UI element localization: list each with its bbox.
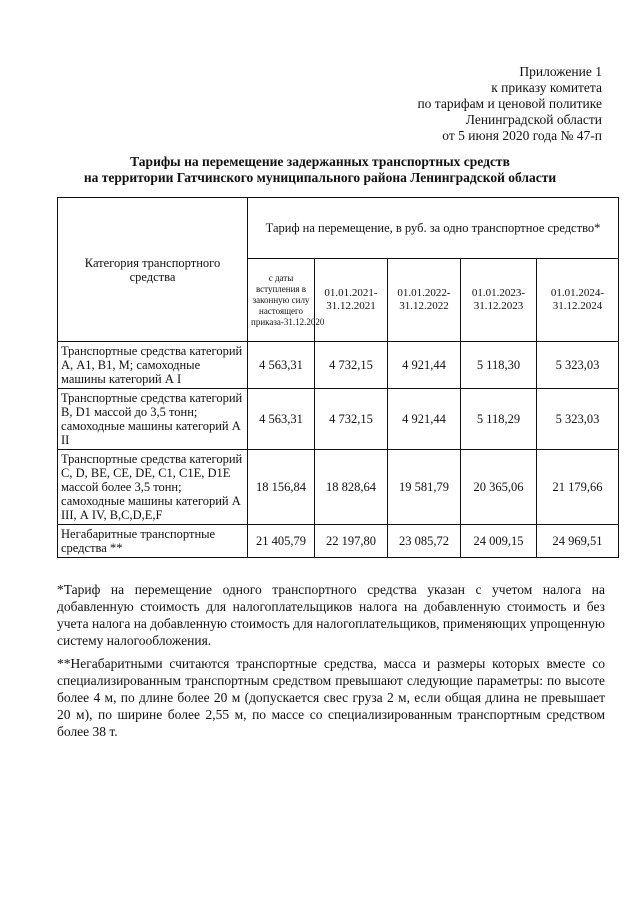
tariff-value: 18 156,84 (248, 450, 315, 525)
category-cell: Негабаритные транспортные средства ** (58, 525, 248, 558)
order-ref-line: к приказу комитета (491, 80, 602, 95)
region-line: Ленинградской области (465, 112, 602, 127)
period-header: 01.01.2022-31.12.2022 (388, 259, 461, 342)
category-column-header: Категория транспортного средства (58, 198, 248, 342)
period-header: 01.01.2024-31.12.2024 (537, 259, 619, 342)
tariff-value: 4 921,44 (388, 342, 461, 389)
tariff-value: 23 085,72 (388, 525, 461, 558)
document-title (40, 154, 600, 186)
tariff-value: 21 405,79 (248, 525, 315, 558)
tariff-value: 4 732,15 (315, 342, 388, 389)
tariff-value: 4 563,31 (248, 389, 315, 450)
period-header: 01.01.2023-31.12.2023 (461, 259, 537, 342)
tariff-value: 19 581,79 (388, 450, 461, 525)
appendix-line: Приложение 1 (519, 64, 602, 79)
committee-line: по тарифам и ценовой политике (417, 96, 602, 111)
title-line-2: на территории Гатчинского муниципального района Ленинградской области (83, 170, 557, 185)
tariff-value: 5 323,03 (537, 342, 619, 389)
table-row (58, 342, 619, 389)
tariff-value: 24 969,51 (537, 525, 619, 558)
tariff-column-header: Тариф на перемещение, в руб. за одно транспортное средство* (248, 198, 619, 259)
table-row (58, 525, 619, 558)
tariff-value: 5 118,29 (461, 389, 537, 450)
category-cell: Транспортные средства категорий В, D1 массой до 3,5 тонн; самоходные машины категорий А II (58, 389, 248, 450)
tariff-value: 5 323,03 (537, 389, 619, 450)
category-cell: Транспортные средства категорий С, D, ВЕ, СЕ, DE, С1, С1Е, D1E массой более 3,5 тонн; самоходные машины категорий А III, А IV, В,С,D,E,F (58, 450, 248, 525)
period-header: с даты вступления в законную силу настоящего приказа-31.12.2020 (248, 259, 315, 342)
appendix-header (342, 64, 602, 144)
table-row (58, 389, 619, 450)
vat-footnote: *Тариф на перемещение одного транспортного средства указан с учетом налога на добавленную стоимость для налогоплательщиков налога на добавленную стоимость и без учета налога на добавленную стоимость для налогоплательщиков, применяющих упрощенную систему налогообложения. (57, 582, 605, 648)
title-line-1: Тарифы на перемещение задержанных транспортных средств (130, 154, 510, 169)
tariff-value: 20 365,06 (461, 450, 537, 525)
tariff-value: 18 828,64 (315, 450, 388, 525)
tariff-table (57, 197, 619, 558)
category-cell: Транспортные средства категорий А, А1, В1, М; самоходные машины категорий А I (58, 342, 248, 389)
tariff-value: 5 118,30 (461, 342, 537, 389)
tariff-value: 4 921,44 (388, 389, 461, 450)
period-header: 01.01.2021-31.12.2021 (315, 259, 388, 342)
tariff-value: 4 563,31 (248, 342, 315, 389)
oversize-footnote: **Негабаритными считаются транспортные средства, масса и размеры которых вместе со специализированным транспортным средством превышают следующие параметры: по высоте более 4 м, по длине более 20 м (допускается свес груза 2 м, если общая длина не превышает 20 м), по ширине более 2,55 м, по массе со специализированным транспортным средством более 38 т. (57, 656, 605, 739)
tariff-value: 22 197,80 (315, 525, 388, 558)
tariff-value: 4 732,15 (315, 389, 388, 450)
order-date-line: от 5 июня 2020 года № 47-п (442, 128, 602, 143)
table-row (58, 450, 619, 525)
tariff-value: 24 009,15 (461, 525, 537, 558)
tariff-value: 21 179,66 (537, 450, 619, 525)
table-header-row (58, 198, 619, 259)
